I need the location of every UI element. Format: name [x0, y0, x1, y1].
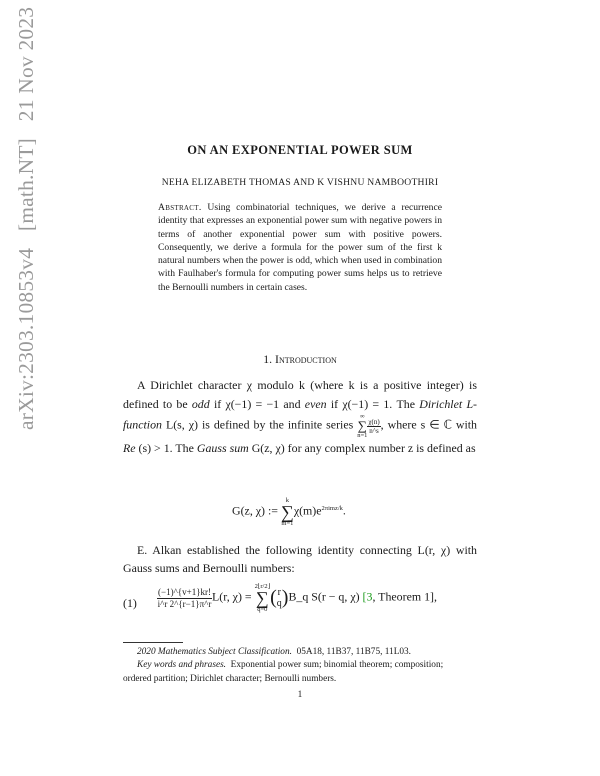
term-even: even: [304, 396, 327, 411]
intro-paragraph: [123, 376, 477, 458]
footnote-keywords-cont: ordered partition; Dirichlet character; Bernoulli numbers.: [123, 674, 337, 684]
gauss-lhs: G(z, χ) :=: [232, 503, 281, 518]
msc-codes: 05A18, 11B37, 11B75, 11L03.: [296, 647, 411, 657]
equation-1: $\frac{(-1)\^{}\{v+1\}kr!}{i\^{}r 2\^{}\{r-1\}\pi\^{}r}L(r$, χ) = 2⌊r/2⌋ ∑ q=0( r q)B_q S(r − q, χ) [3, Theorem 1],: [157, 583, 437, 613]
gauss-sum-bottom: m=1: [281, 520, 294, 527]
p1-line2a: defined to be: [123, 396, 192, 411]
term-re: Re: [123, 441, 136, 456]
p1-line1: A Dirichlet character χ modulo k (where k is a positive integer) is: [137, 378, 477, 392]
p1-line3b: , where s ∈ ℂ: [380, 417, 452, 432]
series-sum: ∞ ∑ n=1: [357, 413, 368, 440]
abstract-text: Using combinatorial techniques, we derive a recurrence identity that expresses an exponential power sum with negative powers in terms of another exponential power sum with positive powers. Consequently, we derive a formula for the power sum of the first k natural numbers when the power is odd, which when used in combination with Faulhaber's formula for computing power sums helps us to retrieve the Bernoulli numbers in certain cases.: [158, 202, 442, 293]
paper-authors: NEHA ELIZABETH THOMAS AND K VISHNU NAMBOOTHIRI: [161, 177, 439, 188]
arxiv-category: [math.NT]: [14, 137, 38, 232]
series-den: n^s: [369, 426, 379, 435]
eq1-sum-bottom: q=0: [257, 606, 268, 613]
paper-title: ON AN EXPONENTIAL POWER SUM: [187, 143, 413, 157]
gauss-sum-top: k: [285, 497, 290, 504]
abstract: [158, 201, 442, 294]
gauss-exponent: 2πimz/k: [321, 504, 343, 512]
footnote-keywords: [123, 659, 477, 673]
alkan-paragraph: [123, 541, 477, 577]
eq1-rhs: B_q S(r − q, χ): [288, 589, 363, 604]
gauss-rhs: χ(m)e: [293, 503, 322, 518]
eq1-lhs-den: i^r 2^{r−1}π^r: [157, 598, 212, 609]
p1-line2c: if χ(−1) = 1. The: [326, 396, 420, 411]
series-top: ∞: [359, 413, 365, 421]
arxiv-date: 21 Nov 2023: [14, 6, 38, 122]
equation-number: (1): [123, 596, 137, 610]
term-lfunction: L-function: [123, 396, 478, 432]
term-gauss: Gauss sum: [196, 441, 249, 456]
eq1-lhs-fraction: [157, 587, 212, 610]
section-heading: [0, 352, 600, 367]
eq1-lhs-num: (−1)^{v+1}kr!: [158, 586, 212, 597]
p1-line4c: G(z, χ) for any complex number z is: [248, 441, 425, 456]
gauss-sum-symbol: k ∑ m=1: [280, 497, 294, 527]
msc-label: 2020 Mathematics Subject Classification.: [137, 647, 292, 657]
section-title: Introduction: [275, 352, 337, 366]
page-number: 1: [297, 690, 303, 700]
p1-line4a: with: [455, 417, 477, 432]
eq1-sum-top: 2⌊r/2⌋: [254, 583, 271, 590]
p1-line2b: if χ(−1) = −1 and: [209, 396, 305, 411]
eq1-binom-bottom: q: [276, 598, 282, 609]
footnote-rule: [123, 642, 183, 643]
citation-link[interactable]: [3: [362, 589, 373, 604]
gauss-sum-formula: [232, 497, 346, 527]
eq1-cite-tail: , Theorem 1],: [372, 589, 437, 604]
p1-line3a: L(s, χ) is defined by the infinite series: [161, 417, 358, 432]
section-number: 1.: [263, 352, 273, 366]
series-fraction: [367, 418, 380, 435]
p2-line1: E. Alkan established the following identity connecting L(r, χ) with: [137, 543, 477, 557]
keywords-label: Key words and phrases.: [137, 660, 227, 670]
gauss-end: .: [342, 503, 346, 518]
eq1-sum-symbol: 2⌊r/2⌋ ∑ q=0: [254, 583, 271, 613]
abstract-label: Abstract.: [158, 202, 202, 213]
arxiv-id: arXiv:2303.10853v4: [14, 247, 38, 430]
keywords-line1: Exponential power sum; binomial theorem; composition;: [230, 660, 444, 670]
eq1-lhs-tail: L(r, χ) =: [212, 589, 255, 604]
footnote-msc: [123, 646, 477, 660]
term-dirichlet: Dirichlet: [419, 396, 463, 411]
term-odd: odd: [191, 396, 210, 411]
series-num: χ(n): [368, 417, 380, 426]
eq1-binom-top: r: [277, 587, 281, 598]
p1-line5: defined as: [427, 441, 476, 456]
series-bottom: n=1: [357, 432, 368, 440]
p2-line2: Gauss sums and Bernoulli numbers:: [123, 561, 295, 575]
p1-line4b: (s) > 1. The: [135, 441, 197, 456]
